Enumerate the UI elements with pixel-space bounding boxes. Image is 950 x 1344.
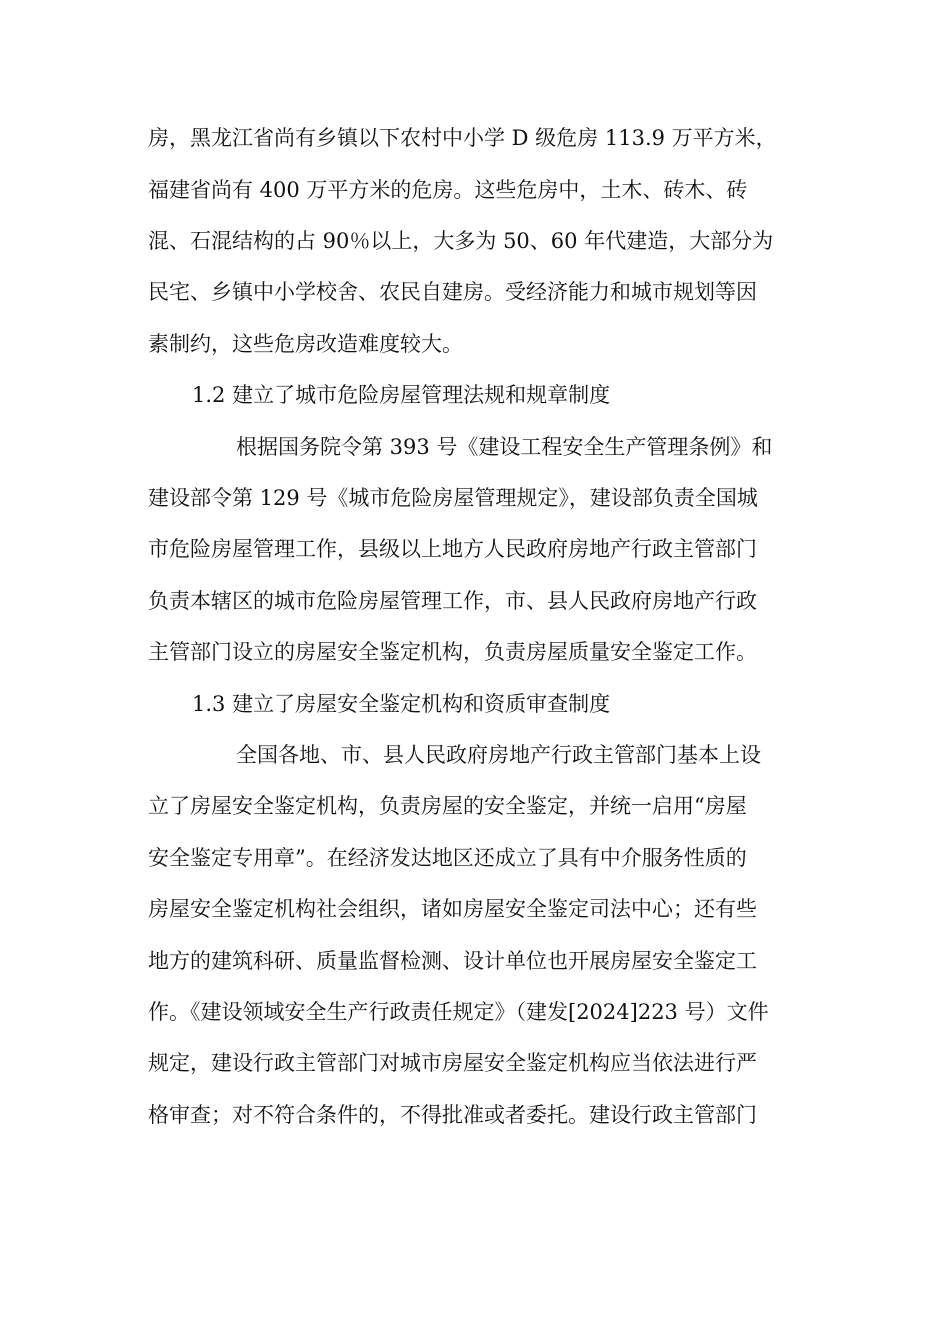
section-heading-1-3: 1.3 建立了房屋安全鉴定机构和资质审查制度 [192, 692, 611, 716]
paragraph-line: 民宅、乡镇中小学校舍、农民自建房。受经济能力和城市规划等因 [148, 280, 757, 304]
paragraph-line: 主管部门设立的房屋安全鉴定机构，负责房屋质量安全鉴定工作。 [148, 640, 757, 664]
paragraph-line: 根据国务院令第 393 号《建设工程安全生产管理条例》和 [236, 435, 773, 459]
paragraph-line: 市危险房屋管理工作，县级以上地方人民政府房地产行政主管部门 [148, 537, 757, 561]
paragraph-line: 安全鉴定专用章”。在经济发达地区还成立了具有中介服务性质的 [148, 846, 747, 870]
paragraph-line: 规定，建设行政主管部门对城市房屋安全鉴定机构应当依法进行严 [148, 1051, 757, 1075]
paragraph-line: 负责本辖区的城市危险房屋管理工作，市、县人民政府房地产行政 [148, 589, 757, 613]
paragraph-line: 房屋安全鉴定机构社会组织，诸如房屋安全鉴定司法中心；还有些 [148, 897, 757, 921]
paragraph-line: 地方的建筑科研、质量监督检测、设计单位也开展房屋安全鉴定工 [148, 949, 757, 973]
paragraph-line: 建设部令第 129 号《城市危险房屋管理规定》，建设部负责全国城 [148, 486, 758, 510]
paragraph-line: 格审查；对不符合条件的，不得批准或者委托。建设行政主管部门 [148, 1103, 757, 1127]
paragraph-line: 全国各地、市、县人民政府房地产行政主管部门基本上设 [236, 743, 761, 767]
paragraph-line: 素制约，这些危房改造难度较大。 [148, 332, 463, 356]
paragraph-line: 房，黑龙江省尚有乡镇以下农村中小学 D 级危房 113.9 万平方米， [148, 126, 777, 150]
paragraph-line: 福建省尚有 400 万平方米的危房。这些危房中，土木、砖木、砖 [148, 178, 748, 202]
paragraph-line: 作。《建设领域安全生产行政责任规定》（建发[2024]223 号）文件 [148, 1000, 769, 1024]
section-heading-1-2: 1.2 建立了城市危险房屋管理法规和规章制度 [192, 383, 611, 407]
paragraph-line: 混、石混结构的占 90％以上，大多为 50、60 年代建造，大部分为 [148, 229, 774, 253]
paragraph-line: 立了房屋安全鉴定机构，负责房屋的安全鉴定，并统一启用“房屋 [148, 794, 747, 818]
